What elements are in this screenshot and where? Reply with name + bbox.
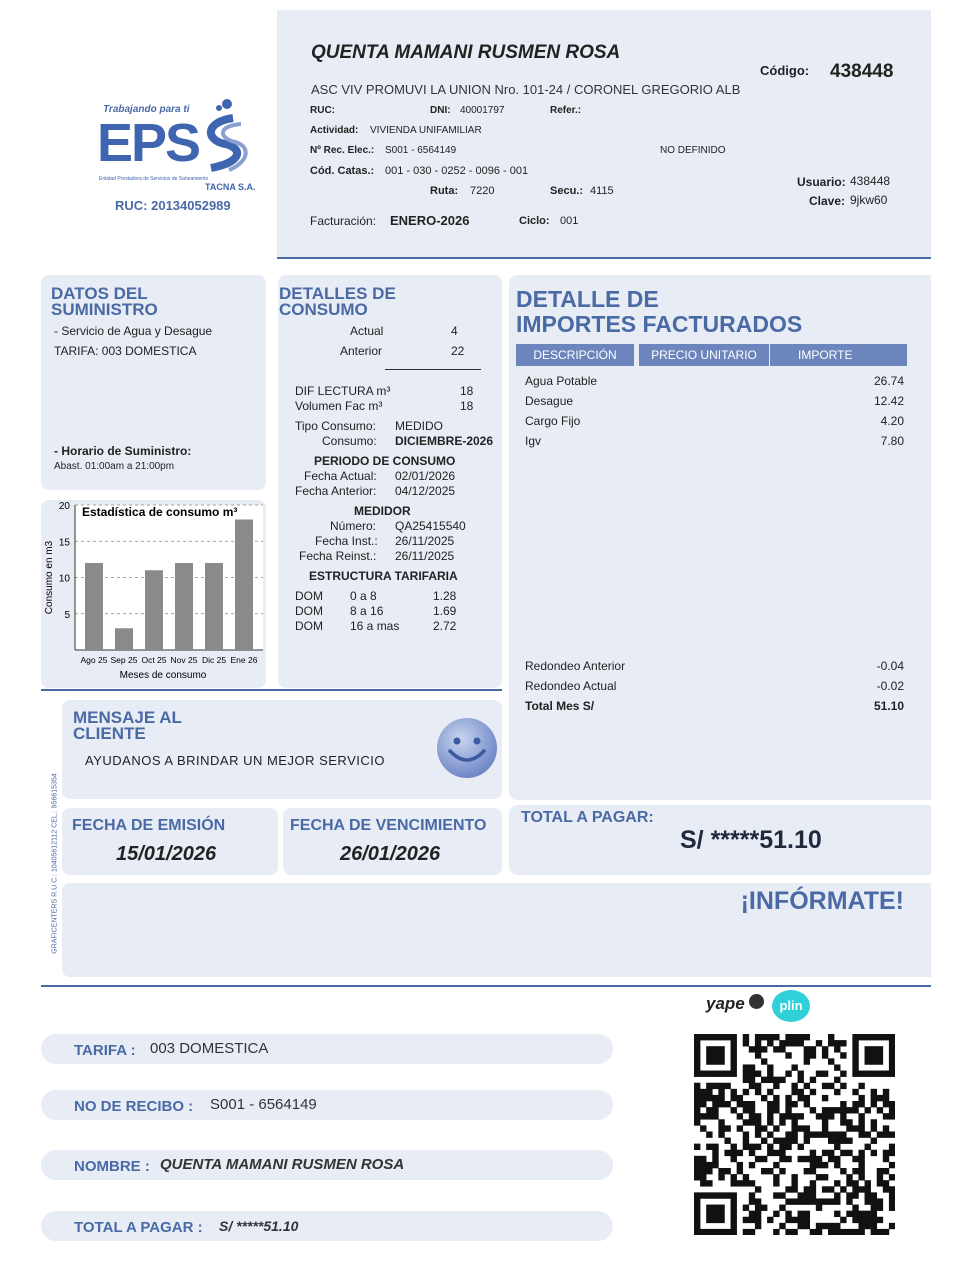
facturacion-label: Facturación: [310, 214, 377, 228]
chart-xtick-label: Ene 26 [230, 655, 258, 665]
total-label: TOTAL A PAGAR: [521, 809, 654, 826]
chart-title: Estadística de consumo m³ [82, 505, 238, 519]
chart-bar [235, 520, 253, 651]
consumo-value: DICIEMBRE-2026 [395, 434, 494, 448]
mensaje-title-1: MENSAJE AL [73, 708, 182, 727]
stub-nombre-row [41, 1150, 613, 1180]
chart-ytick-label: 5 [64, 609, 70, 621]
anterior-value: 22 [451, 344, 465, 358]
col-descripcion: DESCRIPCIÓN [516, 344, 634, 366]
tipo-label: Tipo Consumo: [295, 419, 376, 433]
chart-bar [175, 563, 193, 650]
importe-value: 7.80 [880, 434, 904, 448]
suministro-title-1: DATOS DEL [51, 284, 148, 303]
chart-xtick-label: Nov 25 [170, 655, 198, 665]
wave-icon [195, 96, 255, 176]
fecha-anterior-value: 04/12/2025 [395, 484, 456, 498]
chart-bar [145, 570, 163, 650]
logo-ruc: RUC: 20134052989 [115, 198, 231, 213]
dif-value: 18 [460, 384, 474, 398]
stub-divider [41, 985, 931, 987]
ruta-value: 7220 [470, 185, 495, 197]
medidor-title: MEDIDOR [354, 504, 411, 518]
actual-label: Actual [350, 324, 384, 338]
plin-label: plin [779, 998, 803, 1013]
numero-value: QA25415540 [395, 519, 466, 533]
importe-value: 4.20 [880, 414, 904, 428]
col-precio: PRECIO UNITARIO [639, 344, 769, 366]
chart-plot-area [75, 505, 263, 650]
yape-logo [706, 994, 764, 1014]
consumo-chart [41, 496, 269, 688]
redondeo-anterior-value: -0.04 [876, 659, 904, 673]
tarifa-rango: 8 a 16 [350, 604, 384, 618]
rec-elec-label: Nº Rec. Elec.: [310, 145, 375, 156]
usuario-value: 438448 [850, 174, 891, 188]
mensaje-divider [41, 689, 502, 691]
consumo-label: Consumo: [322, 434, 377, 448]
fecha-anterior-label: Fecha Anterior: [295, 484, 377, 498]
ruc-label: RUC: [310, 105, 335, 116]
tarifa-precio: 2.72 [433, 619, 457, 633]
actividad-label: Actividad: [310, 125, 359, 136]
importe-desc: Agua Potable [525, 374, 598, 388]
chart-xtick-label: Oct 25 [141, 655, 167, 665]
suministro-servicio: - Servicio de Agua y Desague [54, 324, 213, 338]
logo-subtitle: Entidad Prestadora de Servicios de Saneamiento [99, 176, 209, 182]
tarifa-cat: DOM [295, 619, 323, 633]
clave-value: 9jkw60 [850, 193, 888, 207]
cod-catas-value: 001 - 030 - 0252 - 0096 - 001 [385, 165, 529, 177]
stub-total-row [41, 1211, 613, 1241]
consumo-title-2: CONSUMO [279, 300, 368, 319]
usuario-label: Usuario: [797, 175, 846, 189]
codigo-value: 438448 [830, 61, 894, 82]
no-definido: NO DEFINIDO [660, 145, 726, 156]
importe-desc: Cargo Fijo [525, 414, 581, 428]
yape-badge-icon [749, 994, 764, 1009]
suministro-title-2: SUMINISTRO [51, 300, 158, 319]
stub-total-value: S/ *****51.10 [219, 1218, 299, 1234]
col-importe: IMPORTE [770, 344, 907, 366]
plin-logo [772, 990, 810, 1022]
chart-bar [205, 563, 223, 650]
tarifa-cat: DOM [295, 589, 323, 603]
chart-xtick-label: Ago 25 [80, 655, 108, 665]
chart-ytick-label: 15 [58, 537, 70, 549]
total-mes-label: Total Mes S/ [525, 699, 595, 713]
consumo-title-1: DETALLES DE [279, 284, 396, 303]
chart-bar [85, 563, 103, 650]
ciclo-value: 001 [560, 215, 579, 227]
stub-recibo-row [41, 1090, 613, 1120]
header-divider [277, 257, 931, 259]
redondeo-actual-label: Redondeo Actual [525, 679, 617, 693]
side-print: GRAFICENTERS R.U.C.: 10405612112 CEL.: 956615354 [51, 773, 59, 954]
numero-label: Número: [330, 519, 377, 533]
tipo-value: MEDIDO [395, 419, 443, 433]
vencimiento-label: FECHA DE VENCIMIENTO [290, 817, 487, 834]
stub-total-label: TOTAL A PAGAR : [74, 1219, 203, 1236]
logo-brand: EPS [97, 113, 200, 173]
total-value: S/ *****51.10 [680, 826, 822, 854]
suministro-tarifa: TARIFA: 003 DOMESTICA [54, 344, 197, 358]
importe-desc: Desague [525, 394, 574, 408]
importe-value: 12.42 [873, 394, 904, 408]
stub-tarifa-value: 003 DOMESTICA [150, 1040, 269, 1057]
clave-label: Clave: [809, 194, 846, 208]
refer-label: Refer.: [550, 105, 582, 116]
company-logo [95, 96, 265, 221]
tarifa-precio: 1.28 [433, 589, 457, 603]
fecha-actual-label: Fecha Actual: [304, 469, 377, 483]
emision-label: FECHA DE EMISIÓN [72, 817, 226, 834]
stub-nombre-value: QUENTA MAMANI RUSMEN ROSA [160, 1156, 405, 1173]
consumo-underline [385, 369, 481, 370]
anterior-label: Anterior [340, 344, 383, 358]
chart-ytick-label: 10 [58, 573, 70, 585]
fecha-reinst-label: Fecha Reinst.: [299, 549, 377, 563]
codigo-label: Código: [760, 63, 810, 78]
dni-label: DNI: [430, 105, 451, 116]
logo-region: TACNA S.A. [205, 182, 256, 192]
address: ASC VIV PROMUVI LA UNION Nro. 101-24 / CORONEL GREGORIO ALB [311, 82, 741, 97]
importe-value: 26.74 [873, 374, 904, 388]
cod-catas-label: Cód. Catas.: [310, 165, 375, 177]
stub-nombre-label: NOMBRE : [74, 1158, 150, 1175]
customer-name: QUENTA MAMANI RUSMEN ROSA [311, 42, 621, 63]
tarifa-rango: 16 a mas [350, 619, 400, 633]
fecha-inst-label: Fecha Inst.: [315, 534, 378, 548]
horario-label: - Horario de Suministro: [54, 444, 192, 458]
fecha-inst-value: 26/11/2025 [395, 534, 455, 548]
actividad-value: VIVIENDA UNIFAMILIAR [370, 125, 482, 136]
logo-tagline: Trabajando para ti [103, 104, 190, 115]
qr-code [694, 1034, 895, 1235]
chart-xtick-label: Dic 25 [201, 655, 227, 665]
dif-label: DIF LECTURA m³ [295, 384, 391, 398]
importes-title-2: IMPORTES FACTURADOS [516, 311, 803, 337]
vencimiento-value: 26/01/2026 [340, 843, 441, 865]
chart-ytick-label: 20 [58, 501, 70, 512]
estructura-title: ESTRUCTURA TARIFARIA [309, 569, 458, 583]
emision-value: 15/01/2026 [116, 843, 217, 865]
redondeo-anterior-label: Redondeo Anterior [525, 659, 626, 673]
chart-xtick-label: Sep 25 [110, 655, 138, 665]
importe-desc: Igv [525, 434, 542, 448]
vol-value: 18 [460, 399, 474, 413]
periodo-title: PERIODO DE CONSUMO [314, 454, 456, 468]
stub-tarifa-row [41, 1034, 613, 1064]
smiley-icon [436, 717, 498, 779]
vol-label: Volumen Fac m³ [295, 399, 383, 413]
tarifa-cat: DOM [295, 604, 323, 618]
dni-value: 40001797 [460, 105, 505, 116]
informate-title: ¡INFÓRMATE! [740, 887, 904, 915]
chart-ylabel: Consumo en m3 [44, 540, 55, 615]
stub-tarifa-label: TARIFA : [74, 1042, 136, 1059]
fecha-actual-value: 02/01/2026 [395, 469, 456, 483]
actual-value: 4 [451, 324, 458, 338]
rec-elec-value: S001 - 6564149 [385, 145, 457, 156]
yape-label: yape [706, 994, 745, 1013]
total-mes-value: 51.10 [873, 699, 904, 713]
ciclo-label: Ciclo: [519, 215, 550, 227]
fecha-reinst-value: 26/11/2025 [395, 549, 455, 563]
secu-value: 4115 [590, 185, 614, 197]
mensaje-title-2: CLIENTE [73, 724, 146, 743]
tarifa-rango: 0 a 8 [350, 589, 377, 603]
secu-label: Secu.: [550, 185, 584, 197]
horario-value: Abast. 01:00am a 21:00pm [54, 461, 175, 472]
redondeo-actual-value: -0.02 [876, 679, 904, 693]
tarifa-precio: 1.69 [433, 604, 457, 618]
importes-title-1: DETALLE DE [516, 286, 659, 312]
chart-xlabel: Meses de consumo [119, 670, 207, 681]
chart-bar [115, 628, 133, 650]
ruta-label: Ruta: [430, 185, 459, 197]
mensaje-text: AYUDANOS A BRINDAR UN MEJOR SERVICIO [85, 753, 385, 768]
stub-recibo-value: S001 - 6564149 [210, 1096, 317, 1113]
facturacion-value: ENERO-2026 [390, 213, 470, 228]
stub-recibo-label: NO DE RECIBO : [74, 1098, 194, 1115]
